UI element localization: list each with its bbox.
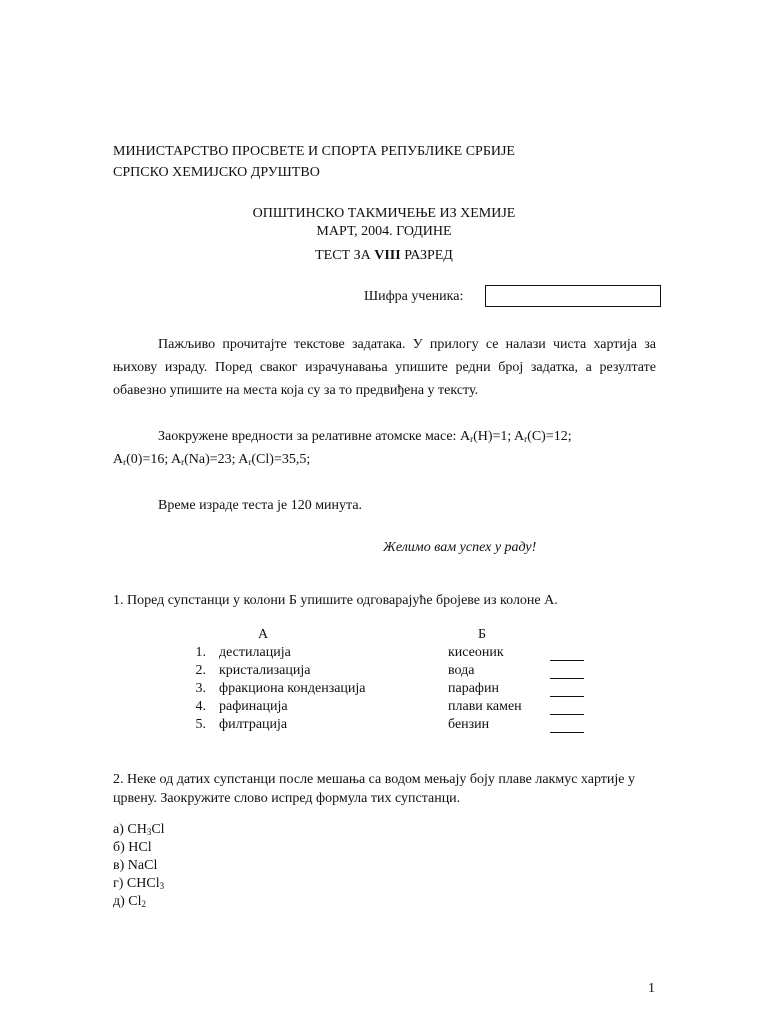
ministry-header (113, 141, 515, 183)
question-2-text: 2. Неке од датих супстанци после мешања са водом мењају боју плаве лакмус хартије у црвену. Заокружите слово испред формула тих супстанци. (113, 772, 635, 806)
test-title (0, 205, 768, 265)
page-number: 1 (648, 981, 655, 996)
option-b[interactable]: б) HCl (113, 840, 152, 855)
competition-date: МАРТ, 2004. ГОДИНЕ (316, 224, 452, 239)
answer-blank[interactable] (550, 644, 584, 661)
time-paragraph: Време израде теста је 120 минута. (158, 498, 363, 513)
grade-number: VIII (374, 248, 401, 263)
answer-blank[interactable] (550, 680, 584, 697)
competition-title: ОПШТИНСКО ТАКМИЧЕЊЕ ИЗ ХЕМИЈЕ (252, 206, 516, 221)
option-d[interactable]: д) $Cl_2$ (113, 894, 147, 909)
option-v[interactable]: в) NaCl (113, 858, 158, 873)
society-line: СРПСКО ХЕМИЈСКО ДРУШТВО (113, 165, 320, 180)
ministry-line: МИНИСТАРСТВО ПРОСВЕТЕ И СПОРТА РЕПУБЛИКЕ СРБИЈЕ (113, 144, 515, 159)
question-1-text: 1. Поред супстанци у колони Б упишите одговарајуће бројеве из колоне А. (113, 593, 558, 608)
option-a[interactable]: а) $CH_3Cl$ (113, 822, 165, 837)
answer-blank[interactable] (550, 698, 584, 715)
student-code-field[interactable] (485, 285, 661, 307)
student-code-label: Шифра ученика: (364, 289, 464, 304)
option-g[interactable]: г) CHCl$_3$ (113, 876, 165, 891)
column-b-header: Б (478, 627, 487, 642)
answer-blank[interactable] (550, 662, 584, 679)
answer-blank[interactable] (550, 716, 584, 733)
good-luck-message: Желимо вам успех у раду! (383, 540, 537, 555)
grade-line: ТЕСТ ЗА VIII РАЗРЕД (315, 248, 453, 263)
column-a-header: А (258, 627, 269, 642)
atomic-masses-paragraph: Заокружене вредности за релативне атомске масе: $A_r(H)=1$; $A_r(C)=12$; $A_r(0)=16$; $A_r(Na)=23$; $A_r(Cl)=35,5$; (113, 429, 572, 467)
instructions-paragraph: Пажљиво прочитајте текстове задатака. У прилогу се налази чиста хартија за њихову израду. Поред сваког израчунавања упишите редни број задатка, а резултате обавезно упишите на места која су за то предвиђена у тексту. (113, 337, 656, 398)
